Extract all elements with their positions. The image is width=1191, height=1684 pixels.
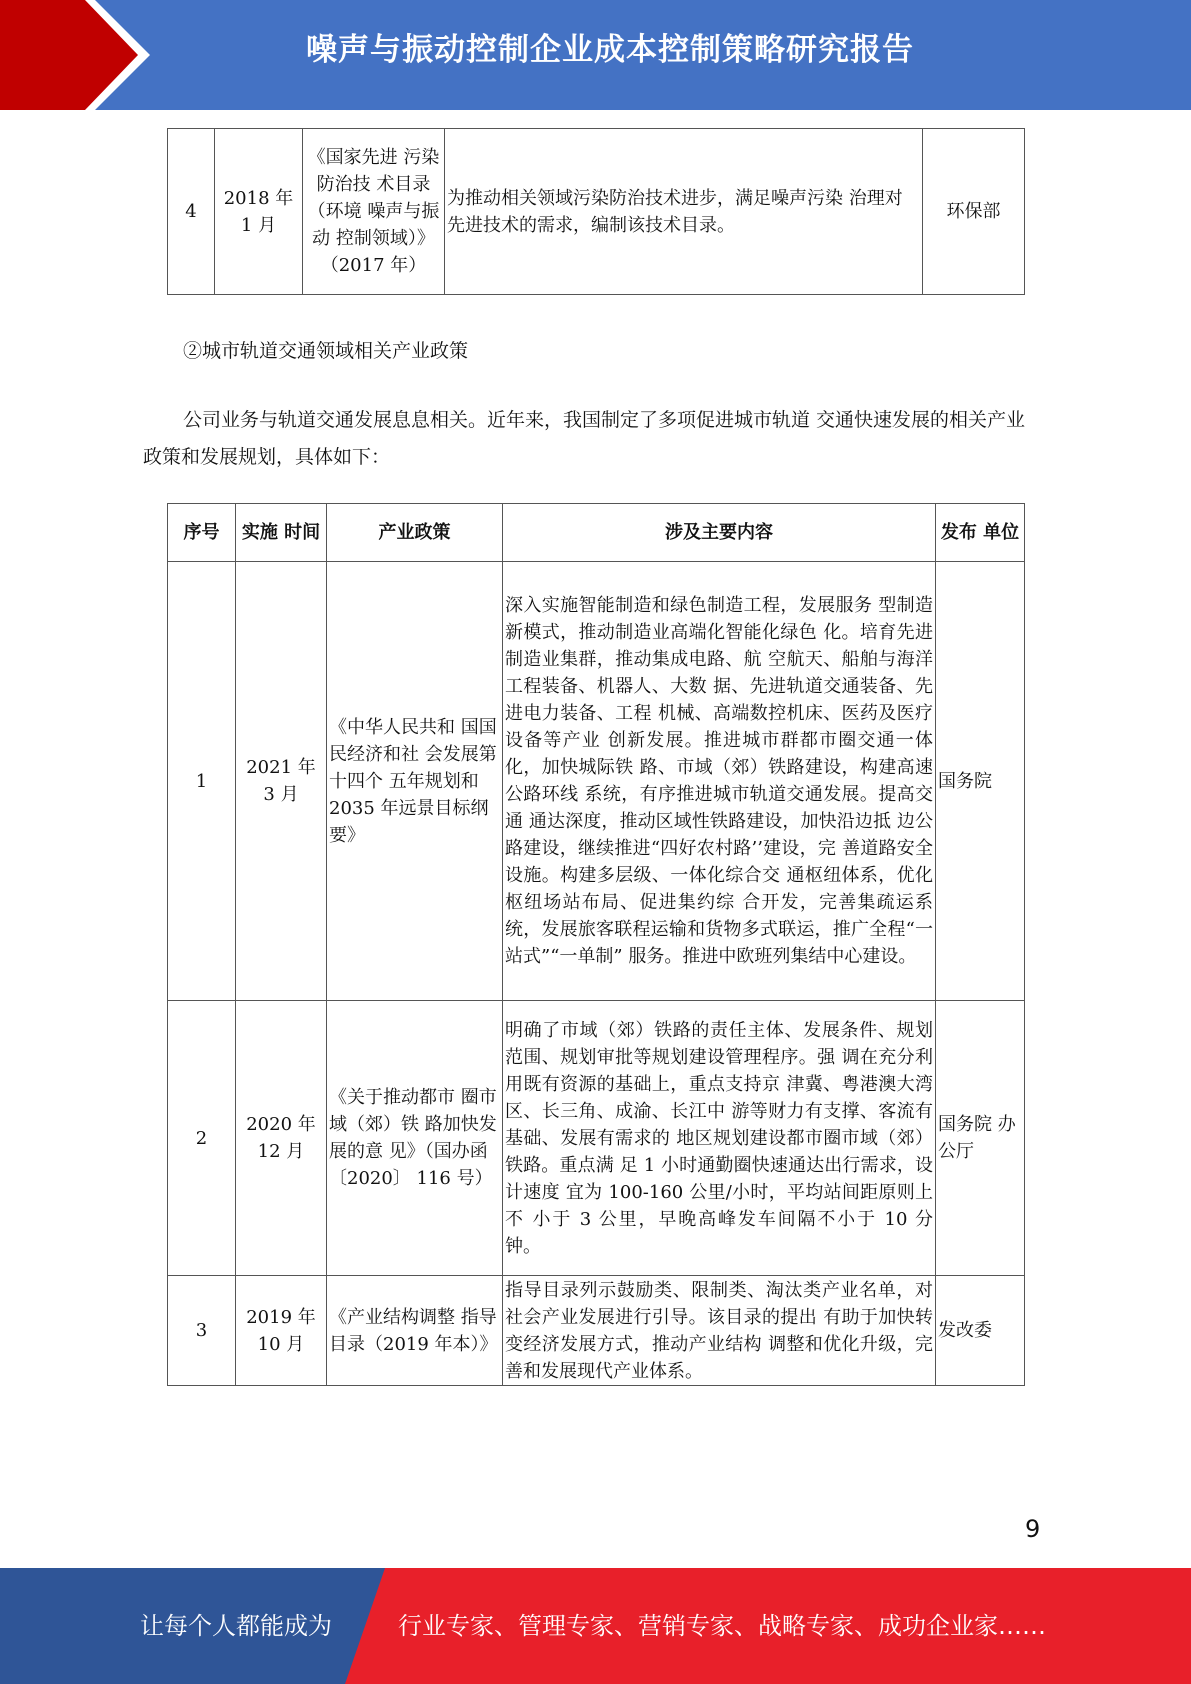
header-content: 涉及主要内容	[503, 504, 936, 562]
row-date: 2021 年 3 月	[236, 562, 327, 1001]
page-footer	[0, 1568, 1191, 1684]
table-row	[168, 1276, 1025, 1386]
policy-table-continued	[167, 128, 1025, 295]
footer-slogan-left: 让每个人都能成为	[140, 1612, 332, 1640]
rail-policy-table	[167, 503, 1025, 1386]
footer-slogan-right: 行业专家、管理专家、营销专家、战略专家、成功企业家……	[398, 1612, 1046, 1640]
row-date: 2020 年 12 月	[236, 1001, 327, 1276]
section-heading: ②城市轨道交通领域相关产业政策	[183, 340, 469, 362]
table-row	[168, 562, 1025, 1001]
page-header	[0, 0, 1191, 110]
row-issuer: 国务院	[936, 562, 1025, 1001]
row-policy: 《关于推动都市 圈市域（郊）铁 路加快发展的意 见》（国办函〔2020〕 116 号）	[327, 1001, 503, 1276]
report-title: 噪声与振动控制企业成本控制策略研究报告	[306, 32, 914, 68]
intro-paragraph: 公司业务与轨道交通发展息息相关。近年来，我国制定了多项促进城市轨道 交通快速发展的相关产业政策和发展规划，具体如下：	[143, 409, 1026, 468]
row-issuer: 国务院 办公厅	[936, 1001, 1025, 1276]
header-issuer: 发布 单位	[936, 504, 1025, 562]
row-date: 2018 年 1 月	[215, 129, 303, 295]
row-content: 深入实施智能制造和绿色制造工程，发展服务 型制造新模式，推动制造业高端化智能化绿色 化。培育先进制造业集群，推动集成电路、航 空航天、船舶与海洋工程装备、机器人、大数 据、先进轨道交通装备、先进电力装备、工程 机械、高端数控机床、医药及医疗设备等产业 创新发展。推进城市群都市圈交通一体化，加快城际铁 路、市域（郊）铁路建设，构建高速公路环线 系统，有序推进城市轨道交通发展。提高交通 通达深度，推动区域性铁路建设，加快沿边抵 边公路建设，继续推进“四好农村路’’建设，完 善道路安全设施。构建多层级、一体化综合交 通枢纽体系，优化枢纽场站布局、促进集约综 合开发，完善集疏运系统，发展旅客联程运输和货物多式联运，推广全程“一站式”“一单制” 服务。推进中欧班列集结中心建设。	[503, 562, 936, 1001]
row-number: 1	[168, 562, 236, 1001]
header-policy: 产业政策	[327, 504, 503, 562]
row-number: 4	[168, 129, 215, 295]
table-row	[168, 129, 1025, 295]
row-content: 指导目录列示鼓励类、限制类、淘汰类产业名单，对社会产业发展进行引导。该目录的提出 有助于加快转变经济发展方式，推动产业结构 调整和优化升级，完善和发展现代产业体系。	[503, 1276, 936, 1386]
header-chevron-icon	[0, 0, 150, 110]
row-issuer: 环保部	[923, 129, 1025, 295]
row-policy: 《国家先进 污染防治技 术目录（环境 噪声与振动 控制领域）》（2017 年）	[303, 129, 445, 295]
row-policy: 《中华人民共和 国国民经济和社 会发展第十四个 五年规划和 2035 年远景目标纲 要》	[327, 562, 503, 1001]
table-header-row	[168, 504, 1025, 562]
row-date: 2019 年 10 月	[236, 1276, 327, 1386]
row-content: 为推动相关领域污染防治技术进步，满足噪声污染 治理对先进技术的需求，编制该技术目录。	[445, 129, 923, 295]
header-no: 序号	[168, 504, 236, 562]
row-number: 2	[168, 1001, 236, 1276]
row-issuer: 发改委	[936, 1276, 1025, 1386]
row-policy: 《产业结构调整 指导目录（2019 年本）》	[327, 1276, 503, 1386]
header-date: 实施 时间	[236, 504, 327, 562]
row-number: 3	[168, 1276, 236, 1386]
table-row	[168, 1001, 1025, 1276]
row-content: 明确了市域（郊）铁路的责任主体、发展条件、规划范围、规划审批等规划建设管理程序。强 调在充分利用既有资源的基础上，重点支持京 津冀、粤港澳大湾区、长三角、成渝、长江中 游等财力有支撑、客流有基础、发展有需求的 地区规划建设都市圈市域（郊）铁路。重点满 足 1 小时通勤圈快速通达出行需求，设计速度 宜为 100-160 公里/小时，平均站间距原则上不 小于 3 公里，早晚高峰发车间隔不小于 10 分 钟。	[503, 1001, 936, 1276]
page-number: 9	[1025, 1515, 1041, 1543]
